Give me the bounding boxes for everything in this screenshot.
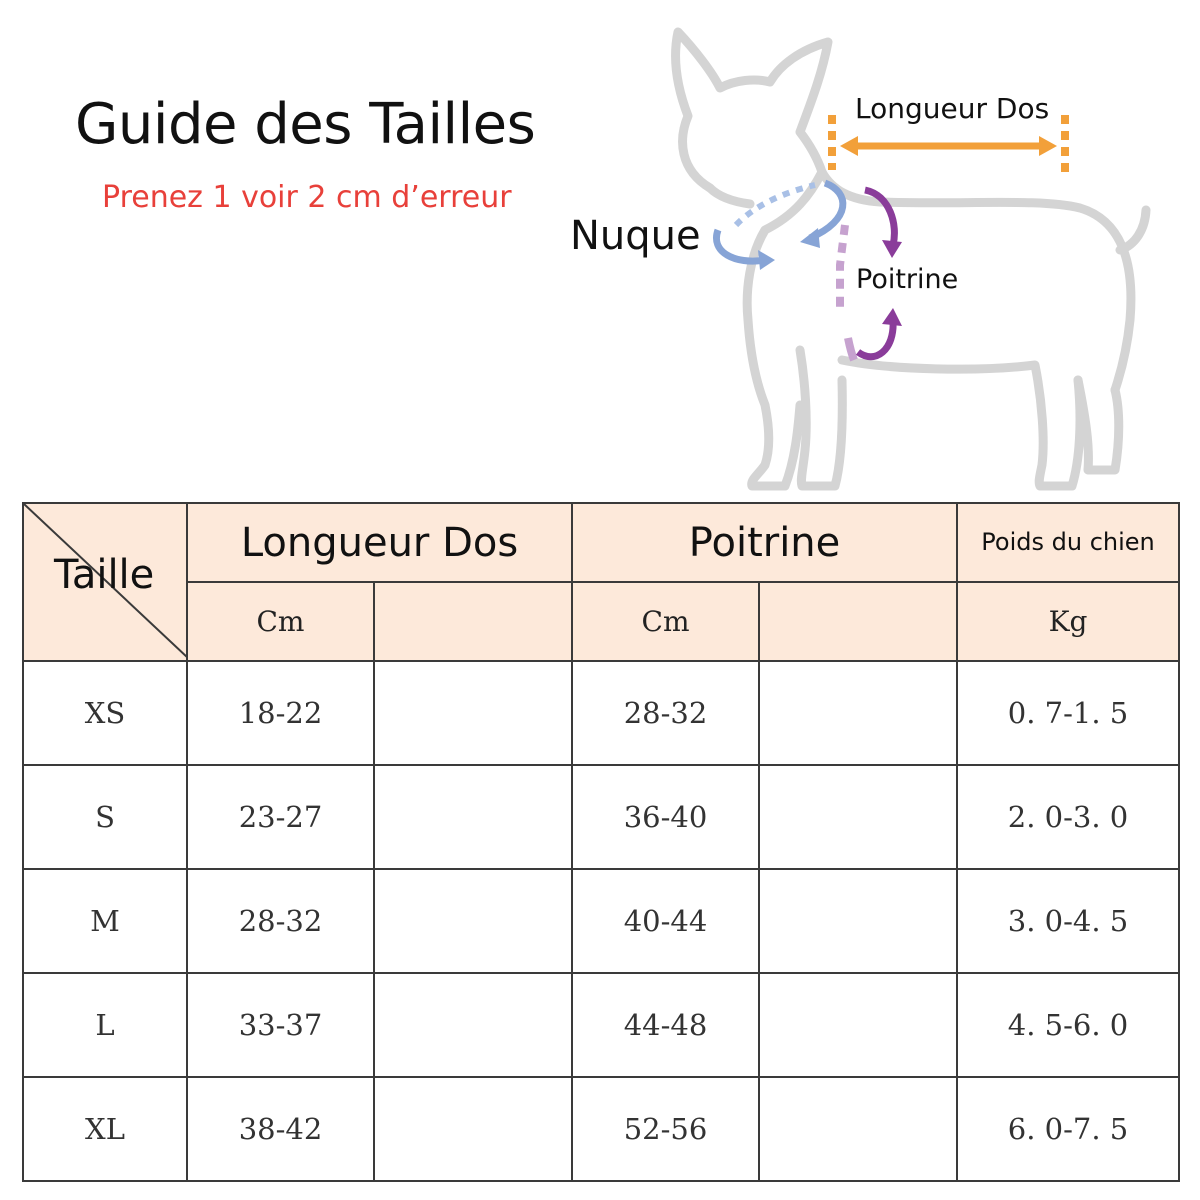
table-row xyxy=(23,1077,1179,1181)
back-cell: 18-22 xyxy=(238,696,323,730)
empty-cell xyxy=(374,973,572,1077)
weight-cell: 3. 0-4. 5 xyxy=(1007,904,1129,938)
weight-cell: 6. 0-7. 5 xyxy=(1007,1112,1129,1146)
size-cell: S xyxy=(95,800,115,834)
weight-cell: 4. 5-6. 0 xyxy=(1007,1008,1129,1042)
table-row xyxy=(23,765,1179,869)
size-cell: L xyxy=(95,1008,115,1042)
table-row xyxy=(23,661,1179,765)
chest-header-label: Poitrine xyxy=(688,519,841,566)
chest-cell: 28-32 xyxy=(623,696,708,730)
empty-cell xyxy=(374,869,572,973)
weight-header xyxy=(957,503,1179,582)
back-cell: 33-37 xyxy=(238,1008,323,1042)
chest-unit: Cm xyxy=(641,605,690,638)
weight-header-label: Poids du chien xyxy=(981,528,1155,556)
back-length-header xyxy=(187,503,572,582)
back-unit: Cm xyxy=(256,605,305,638)
chest-cell: 40-44 xyxy=(623,904,708,938)
back-empty-unit-cell xyxy=(374,582,572,661)
chest-header xyxy=(572,503,957,582)
table-header-row xyxy=(23,503,1179,582)
empty-cell xyxy=(759,765,957,869)
neck-label: Nuque xyxy=(570,213,701,259)
weight-unit: Kg xyxy=(1048,605,1088,638)
chest-cell: 52-56 xyxy=(623,1112,708,1146)
back-unit-cell xyxy=(187,582,374,661)
table-unit-row xyxy=(23,582,1179,661)
size-cell: XL xyxy=(85,1112,125,1146)
chest-label: Poitrine xyxy=(856,264,959,295)
empty-cell xyxy=(759,661,957,765)
chest-empty-unit-cell xyxy=(759,582,957,661)
empty-cell xyxy=(374,765,572,869)
empty-cell xyxy=(759,973,957,1077)
back-cell: 23-27 xyxy=(238,800,323,834)
table-row xyxy=(23,869,1179,973)
weight-cell: 0. 7-1. 5 xyxy=(1007,696,1129,730)
size-cell: XS xyxy=(84,696,126,730)
chest-unit-cell xyxy=(572,582,759,661)
weight-cell: 2. 0-3. 0 xyxy=(1007,800,1129,834)
empty-cell xyxy=(759,869,957,973)
size-cell: M xyxy=(90,904,120,938)
size-column-label: Taille xyxy=(54,552,155,598)
weight-unit-cell xyxy=(957,582,1179,661)
chest-cell: 36-40 xyxy=(623,800,708,834)
back-length-header-label: Longueur Dos xyxy=(240,519,519,566)
back-cell: 28-32 xyxy=(238,904,323,938)
back-cell: 38-42 xyxy=(238,1112,323,1146)
empty-cell xyxy=(759,1077,957,1181)
back-length-label: Longueur Dos xyxy=(855,92,1050,125)
chest-cell: 44-48 xyxy=(623,1008,708,1042)
page-title: Guide des Tailles xyxy=(75,92,536,157)
size-table xyxy=(22,502,1180,1182)
table-row xyxy=(23,973,1179,1077)
empty-cell xyxy=(374,661,572,765)
size-corner-header xyxy=(23,503,187,661)
page-subtitle: Prenez 1 voir 2 cm d’erreur xyxy=(102,180,512,215)
size-table-container xyxy=(22,502,1178,1180)
empty-cell xyxy=(374,1077,572,1181)
